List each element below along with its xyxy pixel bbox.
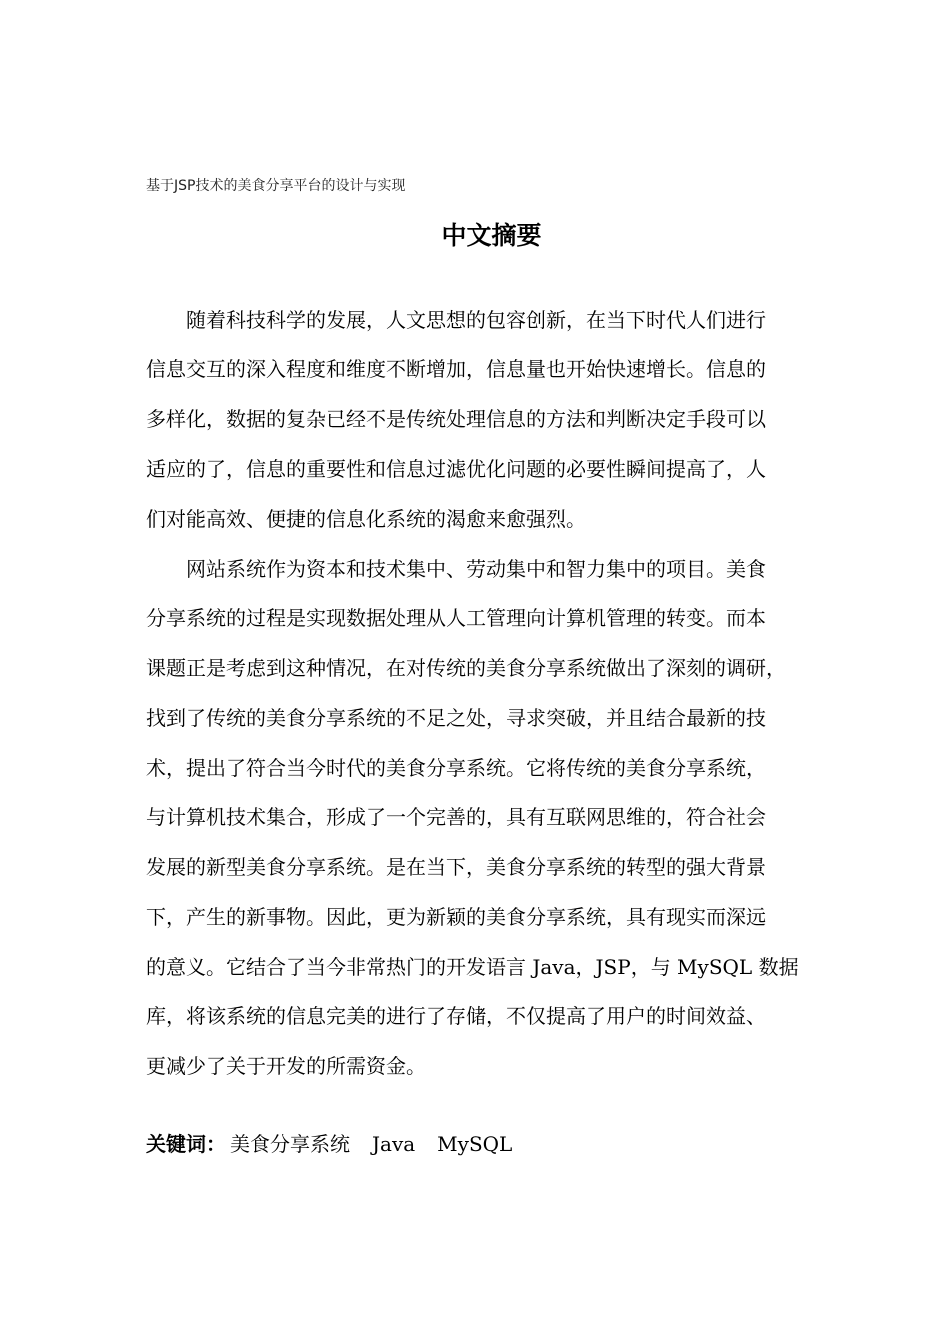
abstract-line: 发展的新型美食分享系统。是在当下，美食分享系统的转型的强大背景: [146, 855, 766, 879]
keywords-line: [146, 1129, 512, 1159]
abstract-line: 网站系统作为资本和技术集中、劳动集中和智力集中的项目。美食: [146, 557, 766, 581]
keywords-label: 关键词：: [146, 1132, 226, 1156]
abstract-title: 中文摘要: [441, 221, 542, 250]
keyword-term: 美食分享系统: [230, 1132, 350, 1156]
abstract-line: 随着科技科学的发展，人文思想的包容创新，在当下时代人们进行: [146, 308, 766, 332]
abstract-line: 库，将该系统的信息完美的进行了存储，不仅提高了用户的时间效益、: [146, 1004, 766, 1028]
keyword-term: MySQL: [437, 1132, 513, 1156]
keyword-term: Java: [372, 1132, 416, 1156]
abstract-line: 术，提出了符合当今时代的美食分享系统。它将传统的美食分享系统，: [146, 756, 766, 780]
abstract-line: 多样化，数据的复杂已经不是传统处理信息的方法和判断决定手段可以: [146, 407, 766, 431]
abstract-line: 下，产生的新事物。因此，更为新颖的美食分享系统，具有现实而深远: [146, 905, 766, 929]
abstract-line: 分享系统的过程是实现数据处理从人工管理向计算机管理的转变。而本: [146, 606, 766, 630]
abstract-line: 信息交互的深入程度和维度不断增加，信息量也开始快速增长。信息的: [146, 357, 766, 381]
running-header: 基于JSP技术的美食分享平台的设计与实现: [146, 178, 406, 194]
abstract-line: 们对能高效、便捷的信息化系统的渴愈来愈强烈。: [146, 507, 586, 531]
abstract-line: 的意义。它结合了当今非常热门的开发语言 Java，JSP，与 MySQL 数据: [146, 955, 799, 979]
abstract-line: 更减少了关于开发的所需资金。: [146, 1054, 426, 1078]
abstract-line: 适应的了，信息的重要性和信息过滤优化问题的必要性瞬间提高了，人: [146, 457, 766, 481]
abstract-line: 与计算机技术集合，形成了一个完善的，具有互联网思维的，符合社会: [146, 805, 766, 829]
abstract-line: 找到了传统的美食分享系统的不足之处，寻求突破，并且结合最新的技: [146, 706, 766, 730]
abstract-line: 课题正是考虑到这种情况，在对传统的美食分享系统做出了深刻的调研，: [146, 656, 786, 680]
